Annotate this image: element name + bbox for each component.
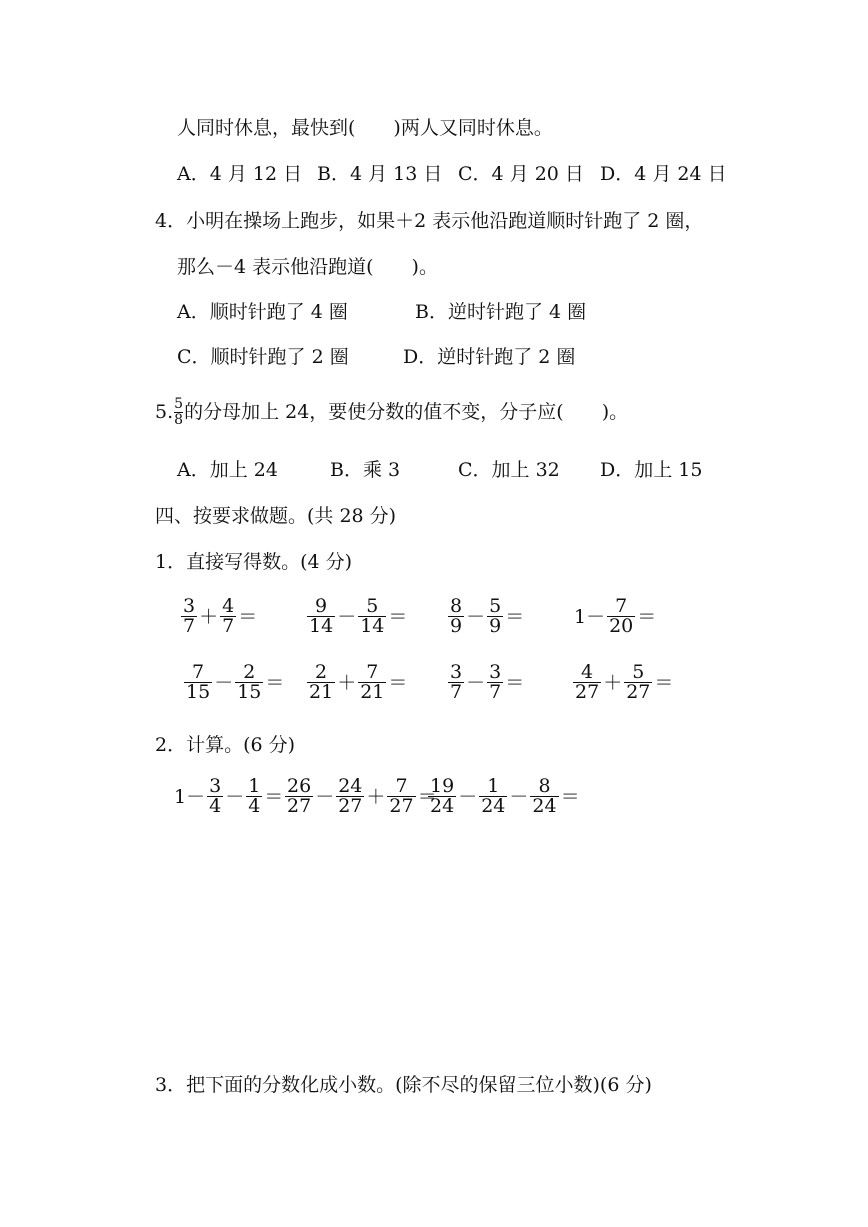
fraction-numerator: 8 [538,775,551,797]
fraction-denominator: 27 [575,681,600,703]
q4-option-a: A．顺时针跑了 4 圈 [177,301,348,323]
fraction-denominator: 21 [360,681,385,703]
fraction [530,777,558,816]
p2-expr [173,777,284,816]
math-operator: － [466,671,486,694]
fraction-numerator: 4 [581,661,594,683]
q5-fraction-numerator: 5 [174,395,184,412]
math-operator: － [315,785,335,808]
fraction [181,597,197,636]
math-operator: ＝ [654,671,674,694]
fraction [184,663,212,702]
math-operator: － [509,785,529,808]
fraction-denominator: 27 [287,795,312,817]
fraction [235,663,263,702]
math-operator: 1－ [574,605,606,628]
math-operator: － [466,605,486,628]
q5-option-a: A．加上 24 [177,459,278,481]
fraction-numerator: 3 [183,595,196,617]
q5-option-d: D．加上 15 [600,459,703,481]
fraction [448,597,464,636]
math-operator: 1－ [174,785,206,808]
fraction [207,777,223,816]
fraction [624,663,652,702]
fraction [428,777,456,816]
fraction [487,597,503,636]
fraction [387,777,415,816]
fraction [479,777,507,816]
fraction-denominator: 27 [338,795,363,817]
fraction [487,663,503,702]
fraction-denominator: 9 [489,615,502,637]
fraction-numerator: 3 [450,661,463,683]
fraction-numerator: 7 [192,661,205,683]
math-operator: ＝ [417,785,437,808]
q5-option-c: C．加上 32 [458,459,560,481]
math-operator: ＝ [505,605,525,628]
fraction-numerator: 4 [222,595,235,617]
fraction [220,597,236,636]
math-operator: ＝ [264,785,284,808]
fraction [336,777,364,816]
fraction-denominator: 14 [360,615,385,637]
p1-expr [573,597,657,636]
fraction-numerator: 7 [615,595,628,617]
fraction-denominator: 7 [222,615,235,637]
q3-continuation: 人同时休息，最快到( )两人又同时休息。 [177,117,553,139]
fraction-denominator: 7 [183,615,196,637]
fraction-denominator: 24 [430,795,455,817]
fraction-denominator: 7 [489,681,502,703]
p1-expr [180,597,258,636]
fraction-numerator: 7 [395,775,408,797]
fraction [573,663,601,702]
fraction [448,663,464,702]
fraction-numerator: 3 [489,661,502,683]
math-operator: ＝ [238,605,258,628]
math-operator: ＋ [603,671,623,694]
q3-option-d: D．4 月 24 日 [600,163,727,185]
fraction [358,663,386,702]
fraction-numerator: 2 [315,661,328,683]
math-operator: ＝ [560,785,580,808]
fraction [246,777,262,816]
fraction-numerator: 7 [366,661,379,683]
fraction-denominator: 27 [389,795,414,817]
fraction-denominator: 24 [481,795,506,817]
math-operator: ＝ [637,605,657,628]
math-operator: ＋ [199,605,219,628]
fraction-denominator: 14 [309,615,334,637]
p2-expr [427,777,581,816]
q5-text: 的分母加上 24，要使分数的值不变，分子应( )。 [184,401,629,423]
fraction-numerator: 9 [315,595,328,617]
fraction [358,597,386,636]
fraction-numerator: 2 [243,661,256,683]
fraction-denominator: 27 [626,681,651,703]
p1-expr [183,663,285,702]
fraction-denominator: 7 [450,681,463,703]
fraction-denominator: 9 [450,615,463,637]
fraction-numerator: 3 [209,775,222,797]
p1-expr [306,663,408,702]
math-operator: － [458,785,478,808]
q5-fraction [174,397,183,428]
q3-option-b: B．4 月 13 日 [317,163,443,185]
p1-expr [572,663,674,702]
fraction [307,597,335,636]
q4-option-d: D．逆时针跑了 2 圈 [403,346,576,368]
fraction-denominator: 21 [309,681,334,703]
p1-heading: 1．直接写得数。(4 分) [155,551,353,573]
q5-fraction-denominator: 8 [174,411,184,428]
fraction-numerator: 26 [287,775,312,797]
fraction-numerator: 19 [430,775,455,797]
math-operator: － [225,785,245,808]
p2-heading: 2．计算。(6 分) [155,734,296,756]
q3-option-c: C．4 月 20 日 [458,163,584,185]
math-operator: ＝ [505,671,525,694]
fraction [285,777,313,816]
math-operator: ＋ [366,785,386,808]
math-operator: ＝ [388,671,408,694]
fraction-denominator: 15 [237,681,262,703]
fraction [307,663,335,702]
math-operator: ＝ [265,671,285,694]
fraction-denominator: 4 [248,795,261,817]
q4-line2: 那么－4 表示他沿跑道( )。 [177,256,438,278]
math-operator: ＋ [337,671,357,694]
fraction-numerator: 1 [487,775,500,797]
p1-expr [306,597,408,636]
q4-line1: 4．小明在操场上跑步，如果＋2 表示他沿跑道顺时针跑了 2 圈， [155,210,704,232]
fraction-numerator: 5 [632,661,645,683]
fraction [607,597,635,636]
fraction-numerator: 1 [248,775,261,797]
math-operator: ＝ [388,605,408,628]
fraction-numerator: 8 [450,595,463,617]
q4-option-c: C．顺时针跑了 2 圈 [177,346,349,368]
fraction-numerator: 24 [338,775,363,797]
q5-prefix: 5. [155,401,174,423]
q5-option-b: B．乘 3 [330,459,401,481]
q3-option-a: A．4 月 12 日 [177,163,303,185]
fraction-denominator: 15 [186,681,211,703]
math-operator: － [337,605,357,628]
fraction-numerator: 5 [366,595,379,617]
q5-line [155,393,628,431]
fraction-denominator: 4 [209,795,222,817]
p1-expr [447,663,525,702]
p3-heading: 3．把下面的分数化成小数。(除不尽的保留三位小数)(6 分) [155,1074,652,1096]
fraction-denominator: 24 [532,795,557,817]
p1-expr [447,597,525,636]
math-operator: － [214,671,234,694]
q4-option-b: B．逆时针跑了 4 圈 [415,301,587,323]
p2-expr [284,777,438,816]
fraction-numerator: 5 [489,595,502,617]
section4-heading: 四、按要求做题。(共 28 分) [155,505,397,527]
fraction-denominator: 20 [609,615,634,637]
